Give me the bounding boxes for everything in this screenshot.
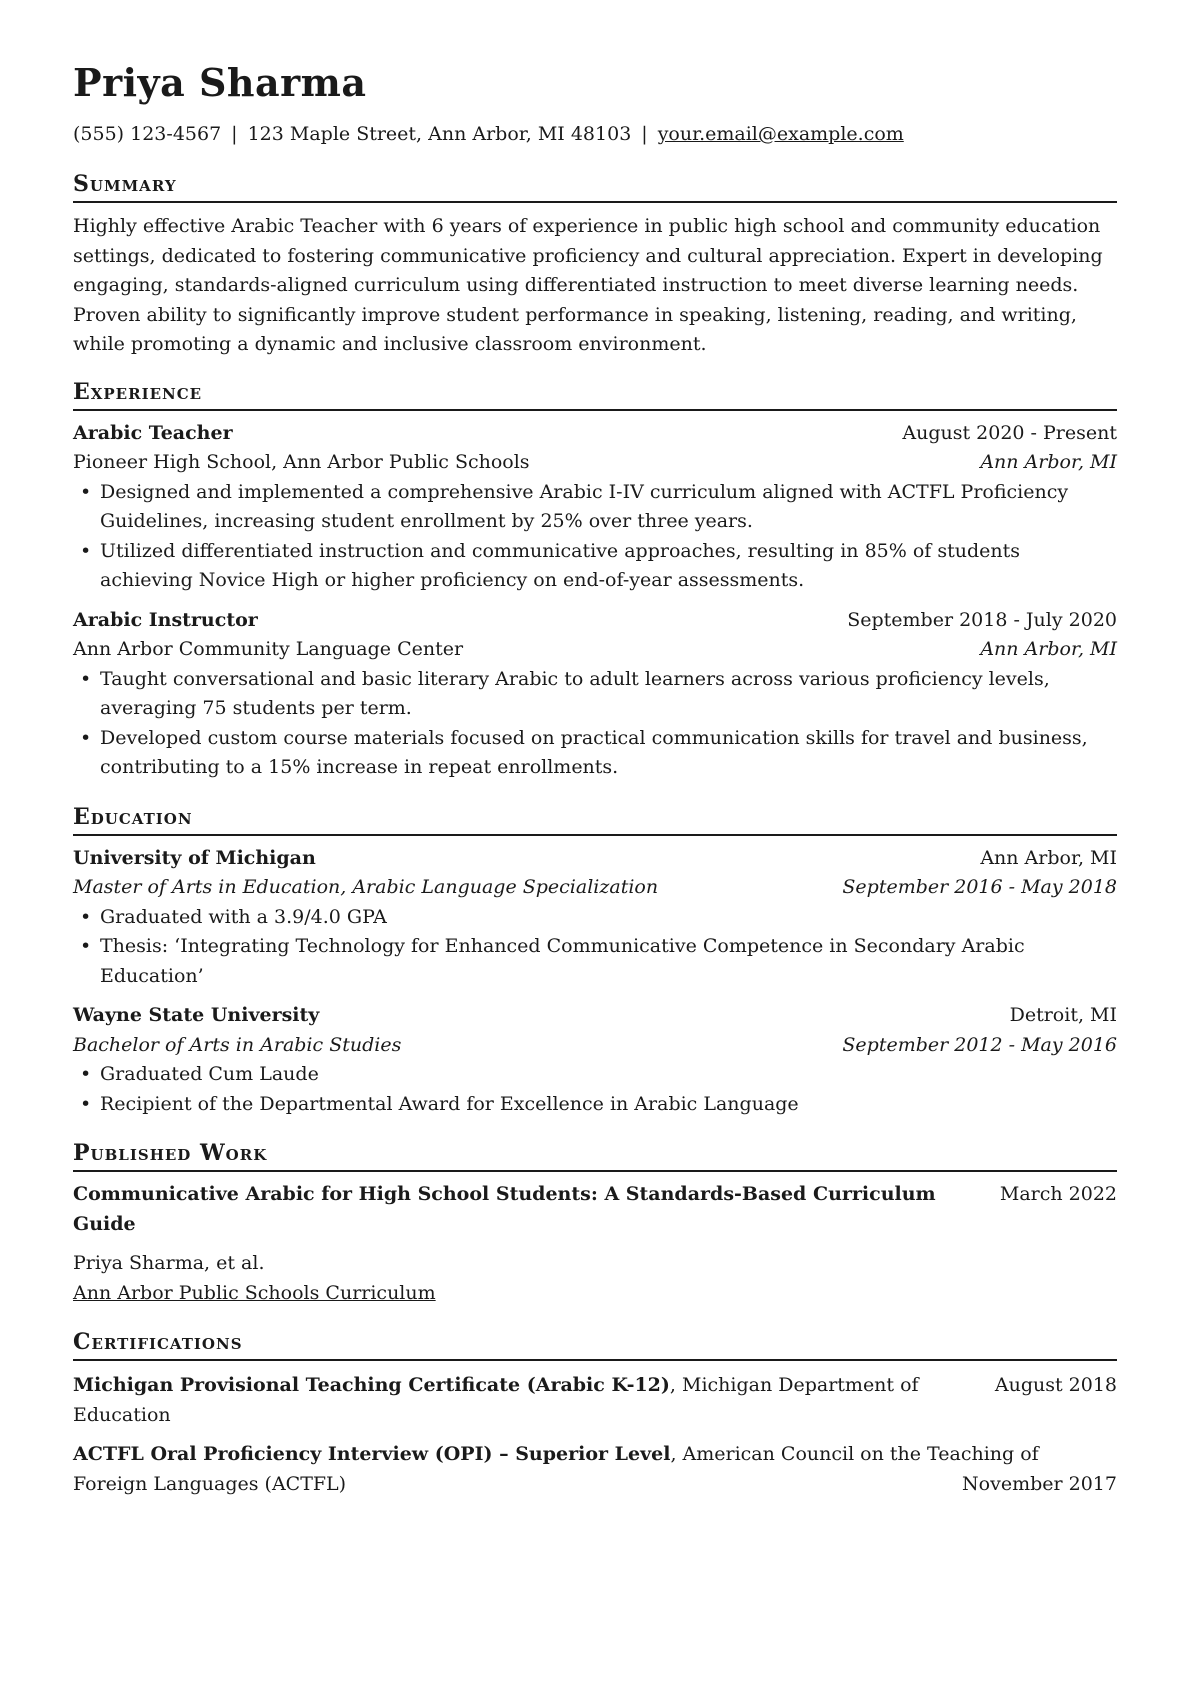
publication-title: Communicative Arabic for High School Students: A Standards-Based Curriculum Guide bbox=[73, 1183, 936, 1235]
degree: Bachelor of Arts in Arabic Studies bbox=[73, 1033, 402, 1056]
list-item: • Thesis: ‘Integrating Technology for Enhanced Communicative Competence in Secondary Arabic Education’ bbox=[73, 932, 1117, 991]
school-dates: September 2012 - May 2016 bbox=[842, 1033, 1117, 1056]
job-org: Ann Arbor Community Language Center bbox=[73, 638, 464, 660]
education-bullets bbox=[73, 903, 1117, 992]
certification-issuer: , American Council on the Teaching of Foreign Languages (ACTFL) bbox=[73, 1443, 1039, 1495]
section-title-certifications: Certifications bbox=[73, 1328, 1117, 1361]
contact-separator: | bbox=[641, 123, 648, 145]
job-dates: August 2020 - Present bbox=[902, 421, 1117, 444]
list-item: • Graduated with a 3.9/4.0 GPA bbox=[73, 903, 1117, 933]
phone: (555) 123-4567 bbox=[73, 123, 222, 145]
experience-entry bbox=[73, 419, 1117, 596]
list-item: • Designed and implemented a comprehensive Arabic I-IV curriculum aligned with ACTFL Proficiency Guidelines, increasing student enrollment by 25% over three years. bbox=[73, 478, 1117, 537]
school-dates: September 2016 - May 2018 bbox=[842, 876, 1117, 898]
job-role: Arabic Teacher bbox=[73, 421, 233, 444]
certification-date: November 2017 bbox=[962, 1472, 1117, 1495]
email-link[interactable]: your.email@example.com bbox=[657, 123, 904, 145]
education-bullets bbox=[73, 1060, 1117, 1119]
publication-authors: Priya Sharma, et al. bbox=[73, 1252, 265, 1274]
contact-line bbox=[73, 122, 1117, 146]
publication-venue-link[interactable]: Ann Arbor Public Schools Curriculum bbox=[73, 1281, 436, 1304]
section-title-experience: Experience bbox=[73, 378, 1117, 411]
job-location: Ann Arbor, MI bbox=[980, 638, 1117, 660]
job-role: Arabic Instructor bbox=[73, 608, 258, 631]
list-item: • Utilized differentiated instruction and communicative approaches, resulting in 85% of students achieving Novice High or higher proficiency on end-of-year assessments. bbox=[73, 537, 1117, 596]
certification-name: Michigan Provisional Teaching Certificate (Arabic K-12) bbox=[73, 1374, 670, 1396]
list-item: • Developed custom course materials focused on practical communication skills for travel and business, contributing to a 15% increase in repeat enrollments. bbox=[73, 724, 1117, 783]
section-title-education: Education bbox=[73, 803, 1117, 836]
certification-entry bbox=[73, 1440, 1117, 1499]
certification-name: ACTFL Oral Proficiency Interview (OPI) – Superior Level bbox=[73, 1443, 671, 1465]
job-org: Pioneer High School, Ann Arbor Public Schools bbox=[73, 451, 530, 473]
publication-date: March 2022 bbox=[999, 1183, 1117, 1205]
school-name: Wayne State University bbox=[73, 1004, 320, 1026]
certification-issuer: , Michigan Department of Education bbox=[73, 1374, 919, 1426]
school-location: Ann Arbor, MI bbox=[980, 846, 1117, 869]
list-item: • Recipient of the Departmental Award for Excellence in Arabic Language bbox=[73, 1090, 1117, 1120]
publication-entry bbox=[73, 1180, 1117, 1239]
school-location: Detroit, MI bbox=[1009, 1004, 1117, 1026]
list-item: • Taught conversational and basic literary Arabic to adult learners across various proficiency levels, averaging 75 students per term. bbox=[73, 665, 1117, 724]
school-name: University of Michigan bbox=[73, 846, 316, 869]
job-dates: September 2018 - July 2020 bbox=[847, 608, 1117, 631]
contact-separator: | bbox=[231, 123, 238, 145]
summary-text: Highly effective Arabic Teacher with 6 years of experience in public high school and community education settings, dedicated to fostering communicative proficiency and cultural appreciation. Expert in developing engaging, standards-aligned curriculum using differentiated instruction to meet diverse learning needs. Proven ability to significantly improve student performance in speaking, listening, reading, and writing, while promoting a dynamic and inclusive classroom environment. bbox=[73, 215, 1103, 355]
job-location: Ann Arbor, MI bbox=[980, 451, 1117, 473]
job-bullets bbox=[73, 478, 1117, 596]
education-entry bbox=[73, 844, 1117, 992]
candidate-name: Priya Sharma bbox=[73, 60, 367, 105]
address: 123 Maple Street, Ann Arbor, MI 48103 bbox=[247, 123, 632, 145]
education-entry bbox=[73, 1001, 1117, 1119]
certification-date: August 2018 bbox=[994, 1374, 1117, 1396]
experience-entry bbox=[73, 606, 1117, 783]
section-title-published-work: Published Work bbox=[73, 1139, 1117, 1172]
degree: Master of Arts in Education, Arabic Language Specialization bbox=[73, 876, 659, 898]
certification-entry bbox=[73, 1371, 1117, 1430]
job-bullets bbox=[73, 665, 1117, 783]
section-title-summary: Summary bbox=[73, 170, 1117, 203]
list-item: • Graduated Cum Laude bbox=[73, 1060, 1117, 1090]
